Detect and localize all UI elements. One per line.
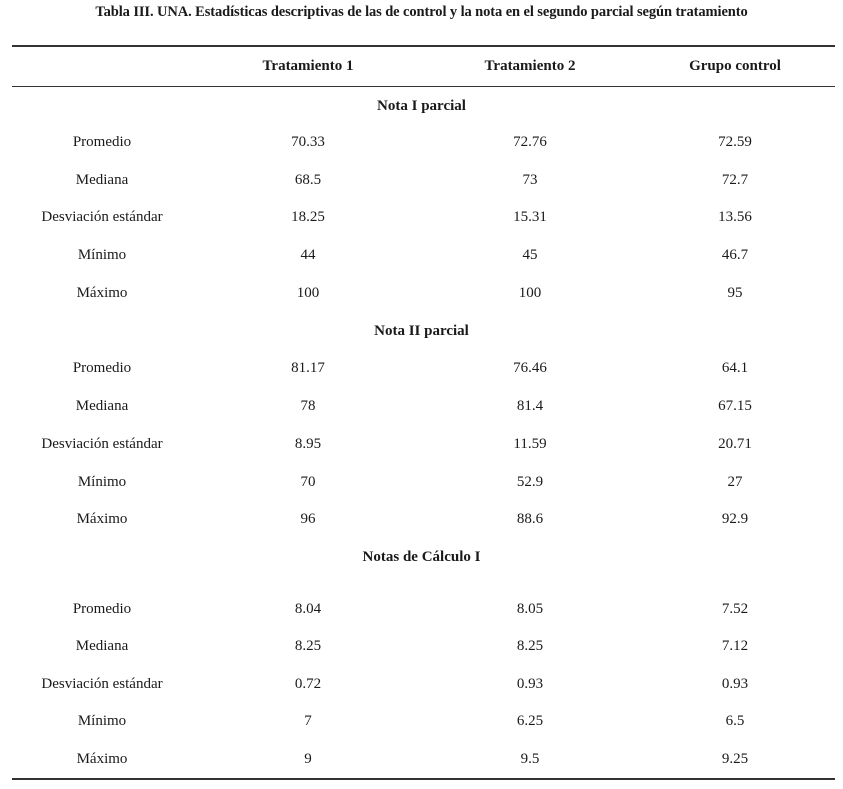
row-label: Promedio bbox=[72, 134, 132, 150]
row-label: Máximo bbox=[76, 511, 128, 527]
table-cell: 8.05 bbox=[516, 601, 544, 617]
table-cell: 72.7 bbox=[721, 172, 749, 188]
table-row bbox=[0, 357, 843, 379]
table-cell: 67.15 bbox=[718, 398, 752, 414]
table-cell: 8.95 bbox=[294, 436, 322, 452]
header-rule bbox=[12, 86, 835, 87]
table-cell: 76.46 bbox=[513, 360, 547, 376]
table-cell: 7 bbox=[304, 713, 312, 729]
table-cell: 72.59 bbox=[718, 134, 752, 150]
row-label: Desviación estándar bbox=[41, 436, 163, 452]
row-label: Promedio bbox=[72, 601, 132, 617]
table-cell: 6.25 bbox=[516, 713, 544, 729]
header-cell-tratamiento-2: Tratamiento 2 bbox=[484, 58, 576, 74]
table-cell: 73 bbox=[522, 172, 538, 188]
table-row bbox=[0, 169, 843, 191]
table-cell: 45 bbox=[522, 247, 538, 263]
table-row bbox=[0, 508, 843, 530]
table-cell: 7.52 bbox=[721, 601, 749, 617]
table-cell: 92.9 bbox=[721, 511, 749, 527]
table-cell: 70 bbox=[300, 474, 316, 490]
row-label: Mediana bbox=[75, 638, 129, 654]
table-row bbox=[0, 635, 843, 657]
section-title: Nota II parcial bbox=[374, 323, 469, 339]
table-title: Tabla III. UNA. Estadísticas descriptivas de las de control y la nota en el segundo parcial según tratamiento bbox=[95, 4, 748, 20]
table-row bbox=[0, 433, 843, 455]
table-cell: 100 bbox=[518, 285, 542, 301]
table-cell: 88.6 bbox=[516, 511, 544, 527]
table-cell: 9.25 bbox=[721, 751, 749, 767]
table-cell: 9.5 bbox=[520, 751, 540, 767]
table-cell: 81.17 bbox=[291, 360, 325, 376]
table-row bbox=[0, 244, 843, 266]
table-cell: 52.9 bbox=[516, 474, 544, 490]
row-label: Desviación estándar bbox=[41, 209, 163, 225]
table-cell: 96 bbox=[300, 511, 316, 527]
table-cell: 44 bbox=[300, 247, 316, 263]
row-label: Mínimo bbox=[77, 474, 127, 490]
table-cell: 8.04 bbox=[294, 601, 322, 617]
row-label: Mínimo bbox=[77, 713, 127, 729]
table-row bbox=[0, 282, 843, 304]
table-row bbox=[0, 598, 843, 620]
section-title: Notas de Cálculo I bbox=[362, 549, 481, 565]
table-cell: 95 bbox=[727, 285, 743, 301]
table-cell: 20.71 bbox=[718, 436, 752, 452]
table-row bbox=[0, 748, 843, 770]
table-row bbox=[0, 395, 843, 417]
table-cell: 46.7 bbox=[721, 247, 749, 263]
table-cell: 0.72 bbox=[294, 676, 322, 692]
table-cell: 9 bbox=[304, 751, 312, 767]
table-row bbox=[0, 673, 843, 695]
table-row bbox=[0, 471, 843, 493]
table-cell: 70.33 bbox=[291, 134, 325, 150]
section-heading bbox=[0, 95, 843, 117]
table-cell: 72.76 bbox=[513, 134, 547, 150]
table-row bbox=[0, 131, 843, 153]
table-cell: 8.25 bbox=[294, 638, 322, 654]
table-row bbox=[0, 206, 843, 228]
section-heading bbox=[0, 320, 843, 342]
table-row bbox=[0, 710, 843, 732]
table-cell: 81.4 bbox=[516, 398, 544, 414]
table-cell: 8.25 bbox=[516, 638, 544, 654]
row-label: Mediana bbox=[75, 172, 129, 188]
section-heading bbox=[0, 546, 843, 568]
top-rule bbox=[12, 45, 835, 47]
row-label: Máximo bbox=[76, 285, 128, 301]
row-label: Promedio bbox=[72, 360, 132, 376]
table-cell: 11.59 bbox=[513, 436, 547, 452]
bottom-rule bbox=[12, 778, 835, 780]
row-label: Mínimo bbox=[77, 247, 127, 263]
row-label: Desviación estándar bbox=[41, 676, 163, 692]
table-cell: 27 bbox=[727, 474, 743, 490]
table-cell: 0.93 bbox=[516, 676, 544, 692]
header-cell-tratamiento-1: Tratamiento 1 bbox=[262, 58, 354, 74]
table-cell: 18.25 bbox=[291, 209, 325, 225]
row-label: Máximo bbox=[76, 751, 128, 767]
table-cell: 13.56 bbox=[718, 209, 752, 225]
table-cell: 6.5 bbox=[725, 713, 745, 729]
section-title: Nota I parcial bbox=[377, 98, 466, 114]
table-cell: 0.93 bbox=[721, 676, 749, 692]
table-cell: 15.31 bbox=[513, 209, 547, 225]
row-label: Mediana bbox=[75, 398, 129, 414]
table-header bbox=[0, 55, 843, 77]
header-cell-grupo-control: Grupo control bbox=[689, 58, 781, 74]
table-cell: 68.5 bbox=[294, 172, 322, 188]
table-cell: 7.12 bbox=[721, 638, 749, 654]
table-cell: 100 bbox=[296, 285, 320, 301]
table-cell: 64.1 bbox=[721, 360, 749, 376]
table-cell: 78 bbox=[300, 398, 316, 414]
